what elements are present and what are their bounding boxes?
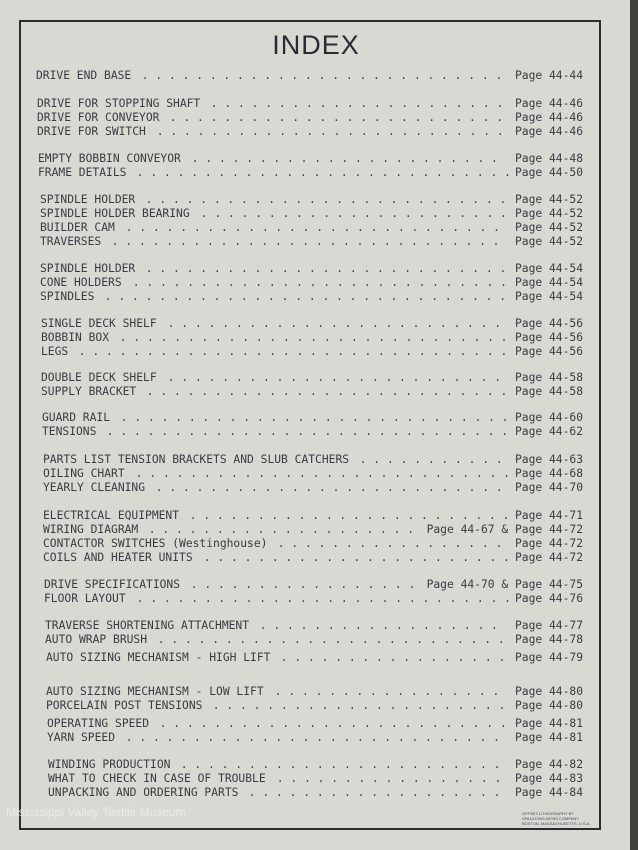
entry-label: SPINDLES — [40, 290, 95, 303]
entry-label: LEGS — [41, 345, 69, 358]
dot-leader: . . . . . . . . . . . . . . . . . . . . . . . . . . — [150, 125, 504, 138]
index-entry — [47, 717, 583, 731]
entry-page-ref: Page 44-52 — [514, 207, 583, 220]
index-entry — [41, 317, 583, 331]
dot-leader: . . . . . . . . . . . . . . . . . . . . . . . . — [183, 509, 510, 522]
entry-label: DRIVE END BASE — [36, 69, 132, 82]
entry-page-ref: Page 44-54 — [514, 290, 583, 303]
dot-leader: . . . . . . . . . . . . . . . . . . . . . . . . . . — [153, 717, 507, 730]
entry-label: YARN SPEED — [47, 731, 116, 744]
index-entry — [37, 125, 583, 139]
index-entry — [37, 97, 583, 111]
dot-leader: . . . . . . . . . . . . . . . . . . . . . . . . . . . . — [119, 731, 500, 744]
index-entry — [48, 772, 583, 786]
index-entry — [40, 207, 583, 221]
entry-label: CONE HOLDERS — [40, 276, 122, 289]
entry-page-ref: Page 44-81 — [514, 731, 583, 744]
entry-label: OPERATING SPEED — [47, 717, 150, 730]
dot-leader: . . . . . . . . . . . . . . . . . . . . . . . . . . . . — [130, 166, 511, 179]
dot-leader: . . . . . . . . . . . . . . . . . . . . . . . . . . . . — [129, 467, 510, 480]
entry-page-ref: Page 44-48 — [514, 152, 583, 165]
entry-label: SINGLE DECK SHELF — [41, 317, 157, 330]
index-entry — [43, 509, 583, 523]
dot-leader: . . . . . . . . . . . . . . . . . . . . . . . . — [174, 758, 501, 771]
entry-page-ref: Page 44-72 — [514, 551, 583, 564]
entry-page-ref: Page 44-76 — [514, 592, 583, 605]
index-entry — [36, 69, 583, 83]
entry-label: FRAME DETAILS — [38, 166, 127, 179]
entry-label: BUILDER CAM — [40, 221, 115, 234]
index-entry — [41, 331, 583, 345]
entry-page-ref: Page 44-67 & Page 44-72 — [426, 523, 583, 536]
dot-leader: . . . . . . . . . . . . . . . . . . . . . . . — [185, 152, 498, 165]
entry-page-ref: Page 44-78 — [514, 633, 583, 646]
dot-leader: . . . . . . . . . . . — [353, 453, 503, 466]
entry-page-ref: Page 44-77 — [514, 619, 583, 632]
entry-page-ref: Page 44-63 — [514, 453, 583, 466]
dot-leader: . . . . . . . . . . . . . . . . . . . . . . . . . . — [151, 633, 505, 646]
entry-page-ref: Page 44-70 — [514, 481, 583, 494]
dot-leader: . . . . . . . . . . . . . . . . . . . . . . . . . . . . . — [105, 235, 500, 248]
index-entry — [45, 633, 583, 647]
entry-label: UNPACKING AND ORDERING PARTS — [48, 786, 239, 799]
index-entry — [37, 111, 583, 125]
page-edge — [630, 0, 638, 850]
dot-leader: . . . . . . . . . . . . . . . . . . . . . . . . . — [163, 111, 504, 124]
dot-leader: . . . . . . . . . . . . . . . . . . . . . . . . . — [161, 371, 502, 384]
index-entry — [43, 467, 583, 481]
entry-label: YEARLY CLEANING — [43, 481, 146, 494]
entry-page-ref: Page 44-44 — [514, 69, 583, 82]
entry-label: TRAVERSES — [40, 235, 102, 248]
museum-watermark: Mississippi Valley Textile Museum — [6, 805, 186, 819]
index-entry — [43, 551, 583, 565]
dot-leader: . . . . . . . . . . . . . . . . . . . . . . . . . . . . . — [114, 411, 509, 424]
entry-label: ELECTRICAL EQUIPMENT — [43, 509, 180, 522]
entry-label: SPINDLE HOLDER — [40, 193, 136, 206]
entry-page-ref: Page 44-52 — [514, 193, 583, 206]
entry-label: PORCELAIN POST TENSIONS — [46, 699, 203, 712]
entry-page-ref: Page 44-62 — [514, 425, 583, 438]
entry-label: CONTACTOR SWITCHES (Westinghouse) — [43, 537, 268, 550]
entry-page-ref: Page 44-81 — [514, 717, 583, 730]
entry-label: DRIVE FOR STOPPING SHAFT — [37, 97, 201, 110]
entry-label: GUARD RAIL — [42, 411, 111, 424]
index-entry — [40, 235, 583, 249]
entry-page-ref: Page 44-56 — [514, 345, 583, 358]
dot-leader: . . . . . . . . . . . . . . . . . . . . . . . . . — [161, 317, 502, 330]
index-entry — [41, 345, 583, 359]
dot-leader: . . . . . . . . . . . . . . . . . — [271, 537, 503, 550]
entry-label: TRAVERSE SHORTENING ATTACHMENT — [45, 619, 250, 632]
entry-page-ref: Page 44-46 — [514, 111, 583, 124]
index-entry — [47, 731, 583, 745]
entry-label: DOUBLE DECK SHELF — [41, 371, 157, 384]
index-entry — [48, 758, 583, 772]
index-entry — [38, 166, 583, 180]
dot-leader: . . . . . . . . . . . . . . . . . — [270, 772, 502, 785]
entry-page-ref: Page 44-68 — [514, 467, 583, 480]
entry-page-ref: Page 44-83 — [514, 772, 583, 785]
entry-label: OILING CHART — [43, 467, 125, 480]
entry-page-ref: Page 44-58 — [514, 385, 583, 398]
dot-leader: . . . . . . . . . . . . . . . . . . . . . . . . . . . . . . — [98, 290, 507, 303]
dot-leader: . . . . . . . . . . . . . . . . . . . . . . . . . . . — [139, 262, 507, 275]
entry-page-ref: Page 44-70 & Page 44-75 — [426, 578, 583, 591]
dot-leader: . . . . . . . . . . . . . . . . . . . . . . . . . . . . . . — [100, 425, 509, 438]
index-entry — [43, 537, 583, 551]
entry-page-ref: Page 44-80 — [514, 685, 583, 698]
dot-leader: . . . . . . . . . . . . . . . . . . . . . . . . . . . — [139, 193, 507, 206]
index-entry — [48, 786, 583, 800]
entry-label: WIRING DIAGRAM — [43, 523, 139, 536]
entry-label: FLOOR LAYOUT — [44, 592, 126, 605]
dot-leader: . . . . . . . . . . . . . . . . . . . . . . — [206, 699, 506, 712]
entry-label: AUTO WRAP BRUSH — [45, 633, 148, 646]
dot-leader: . . . . . . . . . . . . . . . . . . — [253, 619, 498, 632]
index-entry — [46, 685, 583, 699]
printer-imprint: OFFSET-LITHOGRAPHY BY SPAULDING-MOSS COMPANY BOSTON, MASSACHUSETTS, U.S.A. — [522, 811, 591, 826]
entry-label: WHAT TO CHECK IN CASE OF TROUBLE — [48, 772, 266, 785]
entry-page-ref: Page 44-54 — [514, 276, 583, 289]
dot-leader: . . . . . . . . . . . . . . . . . . . . . . . . . . . . — [126, 276, 507, 289]
entry-page-ref: Page 44-80 — [514, 699, 583, 712]
entry-page-ref: Page 44-58 — [514, 371, 583, 384]
entry-page-ref: Page 44-60 — [514, 411, 583, 424]
index-entry — [41, 385, 583, 399]
index-entry — [40, 290, 583, 304]
page-title: INDEX — [272, 30, 360, 60]
dot-leader: . . . . . . . . . . . . . . . . . . . — [242, 786, 501, 799]
entry-page-ref: Page 44-46 — [514, 125, 583, 138]
entry-label: DRIVE FOR CONVEYOR — [37, 111, 160, 124]
index-entry — [43, 481, 583, 495]
index-entry — [43, 453, 583, 467]
entry-label: PARTS LIST TENSION BRACKETS AND SLUB CATCHERS — [43, 453, 350, 466]
entry-label: COILS AND HEATER UNITS — [43, 551, 193, 564]
entry-label: BOBBIN BOX — [41, 331, 110, 344]
entry-label: EMPTY BOBBIN CONVEYOR — [38, 152, 181, 165]
dot-leader: . . . . . . . . . . . . . . . . . . . . . . . . . . . — [135, 69, 503, 82]
dot-leader: . . . . . . . . . . . . . . . . . . . . . . — [204, 97, 504, 110]
dot-leader: . . . . . . . . . . . . . . . . . — [184, 578, 416, 591]
entry-label: SPINDLE HOLDER BEARING — [40, 207, 190, 220]
dot-leader: . . . . . . . . . . . . . . . . . . . . — [142, 523, 415, 536]
index-entry — [40, 193, 583, 207]
dot-leader: . . . . . . . . . . . . . . . . . . . . . . . . . . . . — [119, 221, 500, 234]
dot-leader: . . . . . . . . . . . . . . . . . . . . . . . . . . . . — [130, 592, 511, 605]
index-entry — [46, 699, 583, 713]
index-entry — [40, 262, 583, 276]
index-entry — [40, 221, 583, 235]
index-entry — [44, 578, 583, 592]
entry-page-ref: Page 44-54 — [514, 262, 583, 275]
entry-label: AUTO SIZING MECHANISM - LOW LIFT — [46, 685, 264, 698]
index-entry — [41, 371, 583, 385]
entry-label: DRIVE FOR SWITCH — [37, 125, 146, 138]
entry-label: SUPPLY BRACKET — [41, 385, 137, 398]
entry-label: WINDING PRODUCTION — [48, 758, 171, 771]
entry-label: SPINDLE HOLDER — [40, 262, 136, 275]
index-entry — [38, 152, 583, 166]
dot-leader: . . . . . . . . . . . . . . . . . . . . . . . . . . . . . . . . — [72, 345, 508, 358]
entry-page-ref: Page 44-56 — [514, 317, 583, 330]
index-entry — [45, 619, 583, 633]
dot-leader: . . . . . . . . . . . . . . . . . . . . . . . . . . — [149, 481, 503, 494]
entry-label: AUTO SIZING MECHANISM - HIGH LIFT — [46, 651, 271, 664]
index-entry — [40, 276, 583, 290]
entry-page-ref: Page 44-79 — [514, 651, 583, 664]
entry-page-ref: Page 44-84 — [514, 786, 583, 799]
entry-page-ref: Page 44-72 — [514, 537, 583, 550]
entry-page-ref: Page 44-52 — [514, 235, 583, 248]
dot-leader: . . . . . . . . . . . . . . . . . — [268, 685, 500, 698]
dot-leader: . . . . . . . . . . . . . . . . . . . . . . . . . . . — [140, 385, 508, 398]
dot-leader: . . . . . . . . . . . . . . . . . . . . . . . — [194, 207, 507, 220]
entry-page-ref: Page 44-71 — [514, 509, 583, 522]
entry-page-ref: Page 44-46 — [514, 97, 583, 110]
entry-label: DRIVE SPECIFICATIONS — [44, 578, 181, 591]
entry-page-ref: Page 44-50 — [514, 166, 583, 179]
index-entry — [46, 651, 583, 665]
entry-label: TENSIONS — [42, 425, 97, 438]
index-entry — [44, 592, 583, 606]
entry-page-ref: Page 44-56 — [514, 331, 583, 344]
index-entry — [42, 411, 583, 425]
entry-page-ref: Page 44-82 — [514, 758, 583, 771]
dot-leader: . . . . . . . . . . . . . . . . . . . . . . . . . . . . . — [113, 331, 508, 344]
index-entry — [43, 523, 583, 537]
entry-page-ref: Page 44-52 — [514, 221, 583, 234]
dot-leader: . . . . . . . . . . . . . . . . . — [274, 651, 506, 664]
index-entry — [42, 425, 583, 439]
dot-leader: . . . . . . . . . . . . . . . . . . . . . . . — [197, 551, 510, 564]
